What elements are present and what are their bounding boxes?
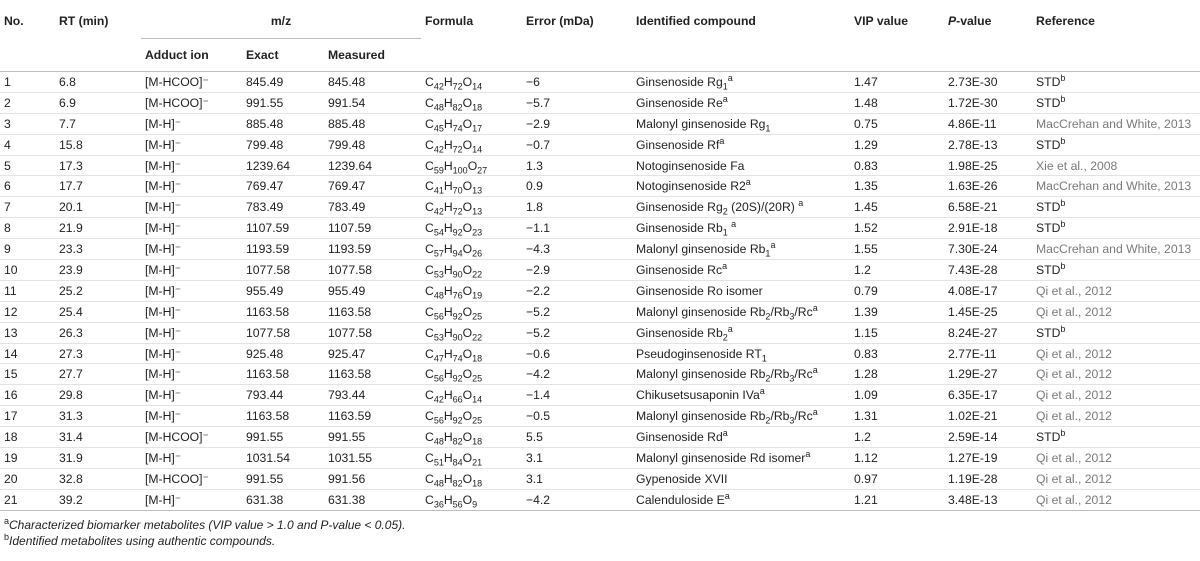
cell-exact: 1077.58 bbox=[246, 325, 291, 340]
cell-formula: $C_{36}H_{56}O_9$ bbox=[425, 492, 478, 510]
table-row bbox=[0, 92, 1200, 113]
cell-formula: $C_{42}H_{66}O_{14}$ bbox=[425, 388, 483, 405]
cell-exact: 1031.54 bbox=[246, 450, 291, 465]
table-row bbox=[0, 72, 1200, 93]
cell-exact: 631.38 bbox=[246, 492, 284, 507]
cell-reference: STD$^b$ bbox=[1036, 135, 1066, 152]
cell-pvalue: 4.86E-11 bbox=[948, 116, 997, 131]
cell-formula: $C_{59}H_{100}O_{27}$ bbox=[425, 158, 488, 175]
cell-error: −0.6 bbox=[526, 346, 551, 361]
cell-pvalue: 1.98E-25 bbox=[948, 158, 998, 173]
cell-rt: 25.4 bbox=[59, 304, 83, 319]
header-pvalue: P-value bbox=[948, 14, 992, 29]
table-row bbox=[0, 468, 1200, 489]
cell-adduct: [M-H]⁻ bbox=[145, 283, 182, 298]
cell-reference: STD$^b$ bbox=[1036, 428, 1066, 445]
cell-reference: Qi et al., 2012 bbox=[1036, 388, 1112, 403]
table-row bbox=[0, 113, 1200, 134]
cell-compound: Gypenoside XVII bbox=[636, 471, 728, 486]
cell-formula: $C_{48}H_{82}O_{18}$ bbox=[425, 430, 483, 447]
cell-reference: STD$^b$ bbox=[1036, 323, 1066, 340]
cell-error: 1.3 bbox=[526, 158, 543, 173]
cell-compound: Ginsenoside Rd$^a$ bbox=[636, 428, 728, 445]
cell-pvalue: 2.73E-30 bbox=[948, 74, 998, 89]
table-row bbox=[0, 176, 1200, 197]
cell-no: 9 bbox=[4, 242, 11, 257]
cell-error: 3.1 bbox=[526, 450, 543, 465]
cell-measured: 1239.64 bbox=[328, 158, 373, 173]
cell-compound: Ginsenoside Re$^a$ bbox=[636, 93, 728, 110]
cell-exact: 925.48 bbox=[246, 346, 284, 361]
cell-vip: 1.2 bbox=[854, 262, 871, 277]
cell-reference: STD$^b$ bbox=[1036, 72, 1066, 89]
cell-no: 17 bbox=[4, 409, 18, 424]
metabolite-table bbox=[0, 4, 1200, 511]
cell-compound: Malonyl ginsenoside $Rb_1^a$ bbox=[636, 240, 776, 259]
cell-pvalue: 6.35E-17 bbox=[948, 388, 998, 403]
cell-error: −6 bbox=[526, 74, 540, 89]
cell-adduct: [M-H]⁻ bbox=[145, 409, 182, 424]
cell-vip: 1.28 bbox=[854, 367, 878, 382]
cell-exact: 1163.58 bbox=[246, 304, 290, 319]
cell-formula: $C_{53}H_{90}O_{22}$ bbox=[425, 262, 483, 280]
cell-pvalue: 4.08E-17 bbox=[948, 283, 998, 298]
cell-measured: 793.44 bbox=[328, 388, 366, 403]
cell-pvalue: 7.43E-28 bbox=[948, 262, 998, 277]
header-compound: Identified compound bbox=[636, 14, 756, 29]
cell-no: 4 bbox=[4, 137, 11, 152]
cell-exact: 991.55 bbox=[246, 471, 284, 486]
cell-error: −5.2 bbox=[526, 304, 551, 319]
cell-error: 1.8 bbox=[526, 200, 543, 215]
cell-measured: 631.38 bbox=[328, 492, 366, 507]
cell-adduct: [M-H]⁻ bbox=[145, 367, 182, 382]
cell-measured: 1193.59 bbox=[328, 242, 372, 257]
cell-vip: 1.31 bbox=[854, 409, 878, 424]
table-row bbox=[0, 260, 1200, 281]
cell-no: 15 bbox=[4, 367, 18, 382]
header-formula: Formula bbox=[425, 14, 474, 29]
cell-rt: 17.7 bbox=[59, 179, 83, 194]
cell-no: 3 bbox=[4, 116, 11, 131]
cell-no: 2 bbox=[4, 95, 11, 110]
cell-adduct: [M-H]⁻ bbox=[145, 346, 182, 361]
table-row bbox=[0, 197, 1200, 218]
cell-rt: 32.8 bbox=[59, 471, 83, 486]
cell-adduct: [M-H]⁻ bbox=[145, 137, 182, 152]
cell-no: 13 bbox=[4, 325, 18, 340]
cell-reference: MacCrehan and White, 2013 bbox=[1036, 179, 1192, 194]
cell-exact: 769.47 bbox=[246, 179, 284, 194]
cell-measured: 845.48 bbox=[328, 74, 366, 89]
cell-pvalue: 8.24E-27 bbox=[948, 325, 998, 340]
cell-rt: 26.3 bbox=[59, 325, 83, 340]
cell-no: 10 bbox=[4, 262, 18, 277]
table-row bbox=[0, 343, 1200, 364]
cell-compound: Malonyl ginsenoside $Rg_1$ bbox=[636, 116, 771, 134]
header-adduct: Adduct ion bbox=[141, 39, 242, 72]
cell-vip: 1.09 bbox=[854, 388, 878, 403]
cell-compound: Malonyl ginsenoside $Rb_2/Rb_3/Rc^a$ bbox=[636, 407, 818, 426]
cell-vip: 1.52 bbox=[854, 221, 878, 236]
cell-formula: $C_{57}H_{94}O_{26}$ bbox=[425, 242, 483, 259]
cell-adduct: [M-HCOO]⁻ bbox=[145, 430, 209, 445]
cell-compound: Notoginsenoside R2$^a$ bbox=[636, 177, 751, 194]
cell-vip: 1.55 bbox=[854, 242, 878, 257]
cell-no: 19 bbox=[4, 450, 18, 465]
cell-error: −5.7 bbox=[526, 95, 551, 110]
cell-measured: 991.56 bbox=[328, 471, 366, 486]
cell-reference: Qi et al., 2012 bbox=[1036, 283, 1112, 298]
cell-error: −4.3 bbox=[526, 242, 551, 257]
cell-rt: 31.3 bbox=[59, 409, 83, 424]
cell-measured: 885.48 bbox=[328, 116, 366, 131]
cell-exact: 885.48 bbox=[246, 116, 284, 131]
cell-adduct: [M-H]⁻ bbox=[145, 325, 182, 340]
cell-compound: Ginsenoside $Rb_1$ $^a$ bbox=[636, 219, 737, 238]
cell-error: 3.1 bbox=[526, 471, 543, 486]
cell-measured: 925.47 bbox=[328, 346, 366, 361]
cell-reference: MacCrehan and White, 2013 bbox=[1036, 242, 1192, 257]
cell-vip: 0.75 bbox=[854, 116, 878, 131]
cell-compound: Pseudoginsenoside $RT_1$ bbox=[636, 346, 767, 363]
cell-pvalue: 2.78E-13 bbox=[948, 137, 998, 152]
footnotes bbox=[0, 517, 1200, 549]
cell-exact: 783.49 bbox=[246, 200, 284, 215]
cell-exact: 1077.58 bbox=[246, 262, 291, 277]
header-exact: Exact bbox=[242, 39, 324, 72]
cell-compound: Ginsenoside $Rb_2^a$ bbox=[636, 323, 733, 343]
cell-adduct: [M-H]⁻ bbox=[145, 304, 182, 319]
cell-pvalue: 2.77E-11 bbox=[948, 346, 997, 361]
cell-pvalue: 1.63E-26 bbox=[948, 179, 998, 194]
cell-compound: Malonyl ginsenoside $Rb_2/Rb_3/Rc^a$ bbox=[636, 365, 818, 384]
table-header bbox=[0, 4, 1200, 72]
header-reference: Reference bbox=[1036, 14, 1095, 29]
cell-reference: STD$^b$ bbox=[1036, 219, 1066, 236]
cell-formula: $C_{56}H_{92}O_{25}$ bbox=[425, 304, 483, 322]
cell-vip: 1.35 bbox=[854, 179, 878, 194]
cell-measured: 1031.55 bbox=[328, 450, 373, 465]
cell-adduct: [M-H]⁻ bbox=[145, 221, 182, 236]
cell-error: −5.2 bbox=[526, 325, 551, 340]
table-row bbox=[0, 364, 1200, 385]
cell-error: −4.2 bbox=[526, 367, 551, 382]
cell-measured: 1163.58 bbox=[328, 367, 372, 382]
cell-exact: 991.55 bbox=[246, 95, 284, 110]
cell-adduct: [M-H]⁻ bbox=[145, 450, 182, 465]
footnote-a: $^a$Characterized biomarker metabolites (VIP value > 1.0 and P-value < 0.05). bbox=[4, 515, 406, 532]
cell-pvalue: 1.27E-19 bbox=[948, 450, 998, 465]
cell-no: 14 bbox=[4, 346, 18, 361]
cell-vip: 1.45 bbox=[854, 200, 878, 215]
cell-reference: Qi et al., 2012 bbox=[1036, 450, 1112, 465]
cell-no: 11 bbox=[4, 283, 17, 298]
cell-pvalue: 2.59E-14 bbox=[948, 430, 998, 445]
cell-compound: Ginsenoside $Rg_2$ (20S)/(20R) $^a$ bbox=[636, 198, 804, 217]
cell-rt: 39.2 bbox=[59, 492, 83, 507]
cell-error: −2.9 bbox=[526, 116, 551, 131]
cell-formula: $C_{51}H_{84}O_{21}$ bbox=[425, 450, 483, 468]
cell-pvalue: 1.29E-27 bbox=[948, 367, 998, 382]
table-body bbox=[0, 72, 1200, 511]
cell-formula: $C_{53}H_{90}O_{22}$ bbox=[425, 325, 483, 343]
cell-error: −4.2 bbox=[526, 492, 551, 507]
cell-pvalue: 1.02E-21 bbox=[948, 409, 998, 424]
cell-no: 5 bbox=[4, 158, 11, 173]
cell-exact: 1163.58 bbox=[246, 367, 290, 382]
cell-error: −2.9 bbox=[526, 262, 551, 277]
table-row bbox=[0, 155, 1200, 176]
cell-adduct: [M-H]⁻ bbox=[145, 179, 182, 194]
cell-reference: Xie et al., 2008 bbox=[1036, 158, 1118, 173]
header-rt: RT (min) bbox=[59, 14, 109, 29]
cell-no: 8 bbox=[4, 221, 11, 236]
cell-formula: $C_{42}H_{72}O_{13}$ bbox=[425, 200, 483, 217]
cell-compound: Malonyl ginsenoside $Rb_2/Rb_3/Rc^a$ bbox=[636, 302, 818, 322]
cell-measured: 1077.58 bbox=[328, 262, 373, 277]
cell-exact: 955.49 bbox=[246, 283, 284, 298]
cell-rt: 17.3 bbox=[59, 158, 83, 173]
cell-rt: 27.7 bbox=[59, 367, 83, 382]
table-row bbox=[0, 280, 1200, 301]
cell-formula: $C_{56}H_{92}O_{25}$ bbox=[425, 409, 483, 426]
cell-measured: 783.49 bbox=[328, 200, 366, 215]
header-measured: Measured bbox=[324, 39, 421, 72]
cell-vip: 1.15 bbox=[854, 325, 878, 340]
cell-no: 21 bbox=[4, 492, 18, 507]
cell-no: 6 bbox=[4, 179, 11, 194]
table-row bbox=[0, 448, 1200, 469]
cell-compound: Notoginsenoside Fa bbox=[636, 158, 745, 173]
cell-formula: $C_{56}H_{92}O_{25}$ bbox=[425, 367, 483, 384]
cell-formula: $C_{48}H_{76}O_{19}$ bbox=[425, 283, 483, 301]
cell-vip: 1.48 bbox=[854, 95, 878, 110]
cell-compound: Chikusetsusaponin IVa$^a$ bbox=[636, 386, 765, 403]
cell-adduct: [M-HCOO]⁻ bbox=[145, 95, 209, 110]
table-row bbox=[0, 239, 1200, 260]
cell-measured: 991.54 bbox=[328, 95, 366, 110]
cell-formula: $C_{45}H_{74}O_{17}$ bbox=[425, 116, 483, 134]
cell-adduct: [M-H]⁻ bbox=[145, 242, 182, 257]
cell-vip: 1.29 bbox=[854, 137, 878, 152]
cell-exact: 1163.58 bbox=[246, 409, 290, 424]
cell-reference: Qi et al., 2012 bbox=[1036, 471, 1112, 486]
cell-exact: 991.55 bbox=[246, 430, 284, 445]
cell-exact: 793.44 bbox=[246, 388, 284, 403]
table-row bbox=[0, 427, 1200, 448]
cell-rt: 25.2 bbox=[59, 283, 83, 298]
cell-compound: Malonyl ginsenoside Rd isomer$^a$ bbox=[636, 448, 811, 465]
cell-vip: 1.12 bbox=[854, 450, 878, 465]
cell-reference: Qi et al., 2012 bbox=[1036, 367, 1112, 382]
cell-pvalue: 1.19E-28 bbox=[948, 471, 998, 486]
cell-rt: 15.8 bbox=[59, 137, 83, 152]
cell-no: 18 bbox=[4, 430, 18, 445]
cell-rt: 27.3 bbox=[59, 346, 83, 361]
cell-rt: 23.3 bbox=[59, 242, 83, 257]
cell-compound: Ginsenoside Rf$^a$ bbox=[636, 135, 725, 152]
cell-measured: 1163.59 bbox=[328, 409, 372, 424]
cell-reference: MacCrehan and White, 2013 bbox=[1036, 116, 1192, 131]
cell-adduct: [M-HCOO]⁻ bbox=[145, 471, 209, 486]
cell-exact: 799.48 bbox=[246, 137, 284, 152]
cell-measured: 1107.59 bbox=[328, 221, 372, 236]
table-row bbox=[0, 489, 1200, 510]
cell-vip: 0.97 bbox=[854, 471, 878, 486]
cell-error: 5.5 bbox=[526, 430, 543, 445]
cell-vip: 1.2 bbox=[854, 430, 871, 445]
table-row bbox=[0, 218, 1200, 239]
cell-error: −2.2 bbox=[526, 283, 551, 298]
cell-vip: 1.39 bbox=[854, 304, 878, 319]
cell-compound: Ginsenoside Rc$^a$ bbox=[636, 260, 728, 277]
cell-no: 1 bbox=[4, 74, 11, 89]
cell-exact: 1239.64 bbox=[246, 158, 291, 173]
cell-formula: $C_{54}H_{92}O_{23}$ bbox=[425, 221, 483, 238]
cell-measured: 991.55 bbox=[328, 430, 366, 445]
cell-vip: 0.83 bbox=[854, 346, 878, 361]
cell-formula: $C_{48}H_{82}O_{18}$ bbox=[425, 95, 483, 113]
cell-rt: 7.7 bbox=[59, 116, 76, 131]
cell-adduct: [M-H]⁻ bbox=[145, 200, 182, 215]
footnote-b: $^b$Identified metabolites using authentic compounds. bbox=[4, 531, 276, 548]
cell-compound: Ginsenoside Ro isomer bbox=[636, 283, 763, 298]
cell-measured: 1163.58 bbox=[328, 304, 372, 319]
cell-pvalue: 1.72E-30 bbox=[948, 95, 998, 110]
cell-error: −0.7 bbox=[526, 137, 551, 152]
table-row bbox=[0, 134, 1200, 155]
cell-pvalue: 6.58E-21 bbox=[948, 200, 998, 215]
cell-adduct: [M-H]⁻ bbox=[145, 262, 182, 277]
cell-measured: 955.49 bbox=[328, 283, 366, 298]
cell-compound: Calenduloside $E^a$ bbox=[636, 490, 730, 507]
cell-pvalue: 3.48E-13 bbox=[948, 492, 998, 507]
cell-formula: $C_{48}H_{82}O_{18}$ bbox=[425, 471, 483, 489]
cell-measured: 799.48 bbox=[328, 137, 366, 152]
cell-formula: $C_{47}H_{74}O_{18}$ bbox=[425, 346, 483, 363]
cell-adduct: [M-H]⁻ bbox=[145, 492, 182, 507]
cell-pvalue: 7.30E-24 bbox=[948, 242, 998, 257]
cell-rt: 23.9 bbox=[59, 262, 83, 277]
cell-pvalue: 2.91E-18 bbox=[948, 221, 998, 236]
cell-compound: Ginsenoside $Rg_1^a$ bbox=[636, 72, 733, 92]
cell-adduct: [M-HCOO]⁻ bbox=[145, 74, 209, 89]
header-error: Error (mDa) bbox=[526, 14, 594, 29]
cell-vip: 0.79 bbox=[854, 283, 878, 298]
cell-formula: $C_{41}H_{70}O_{13}$ bbox=[425, 179, 483, 196]
cell-no: 20 bbox=[4, 471, 18, 486]
cell-error: −1.4 bbox=[526, 388, 551, 403]
cell-exact: 1193.59 bbox=[246, 242, 290, 257]
cell-no: 7 bbox=[4, 200, 11, 215]
cell-no: 12 bbox=[4, 304, 18, 319]
cell-formula: $C_{42}H_{72}O_{14}$ bbox=[425, 74, 483, 92]
cell-pvalue: 1.45E-25 bbox=[948, 304, 998, 319]
cell-rt: 31.9 bbox=[59, 450, 83, 465]
cell-vip: 1.21 bbox=[854, 492, 878, 507]
cell-rt: 31.4 bbox=[59, 430, 83, 445]
cell-reference: STD$^b$ bbox=[1036, 198, 1066, 215]
cell-rt: 21.9 bbox=[59, 221, 83, 236]
cell-reference: Qi et al., 2012 bbox=[1036, 304, 1112, 319]
header-mz: m/z bbox=[270, 14, 292, 28]
cell-adduct: [M-H]⁻ bbox=[145, 388, 182, 403]
table-row bbox=[0, 322, 1200, 343]
cell-measured: 769.47 bbox=[328, 179, 366, 194]
cell-rt: 20.1 bbox=[59, 200, 83, 215]
table-row bbox=[0, 385, 1200, 406]
cell-vip: 1.47 bbox=[854, 74, 878, 89]
header-no: No. bbox=[4, 14, 24, 29]
cell-error: −0.5 bbox=[526, 409, 551, 424]
cell-adduct: [M-H]⁻ bbox=[145, 158, 182, 173]
cell-reference: STD$^b$ bbox=[1036, 93, 1066, 110]
cell-exact: 1107.59 bbox=[246, 221, 290, 236]
cell-formula: $C_{42}H_{72}O_{14}$ bbox=[425, 137, 483, 155]
header-vip: VIP value bbox=[854, 14, 908, 29]
cell-reference: Qi et al., 2012 bbox=[1036, 409, 1112, 424]
cell-reference: Qi et al., 2012 bbox=[1036, 346, 1112, 361]
cell-error: 0.9 bbox=[526, 179, 543, 194]
cell-vip: 0.83 bbox=[854, 158, 878, 173]
table-row bbox=[0, 301, 1200, 322]
cell-reference: Qi et al., 2012 bbox=[1036, 492, 1112, 507]
cell-rt: 6.9 bbox=[59, 95, 76, 110]
table-row bbox=[0, 406, 1200, 427]
cell-reference: STD$^b$ bbox=[1036, 260, 1066, 277]
cell-rt: 6.8 bbox=[59, 74, 76, 89]
cell-exact: 845.49 bbox=[246, 74, 284, 89]
cell-adduct: [M-H]⁻ bbox=[145, 116, 182, 131]
cell-measured: 1077.58 bbox=[328, 325, 373, 340]
cell-no: 16 bbox=[4, 388, 18, 403]
cell-rt: 29.8 bbox=[59, 388, 83, 403]
cell-error: −1.1 bbox=[526, 221, 551, 236]
